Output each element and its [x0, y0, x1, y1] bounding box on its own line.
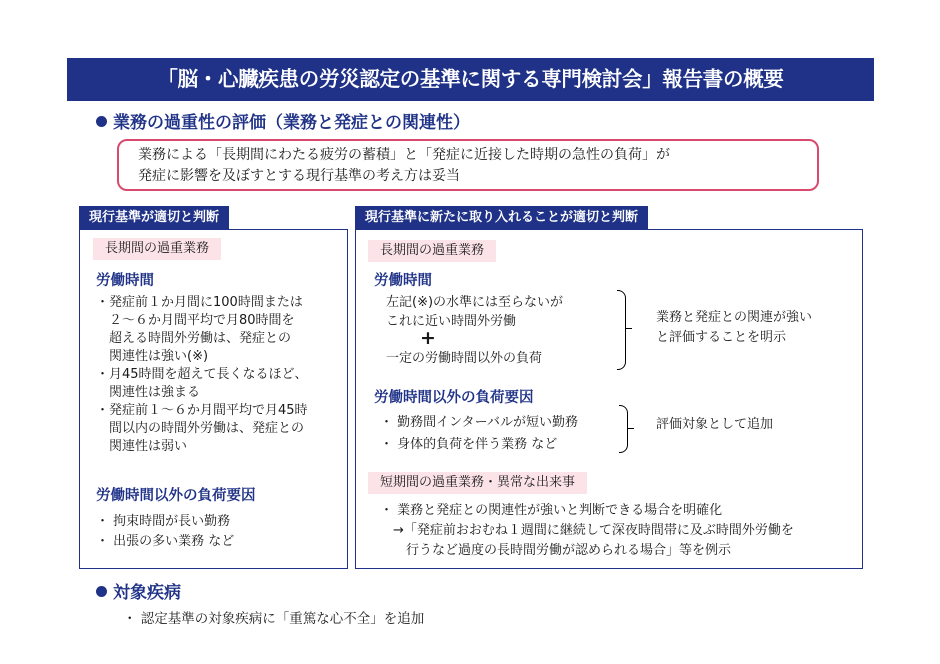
list-line: ・発症前１か月間に100時間または	[96, 295, 303, 310]
section-heading-text: 業務の過重性の評価（業務と発症との関連性）	[113, 113, 470, 133]
list-line: 関連性は強まる	[96, 385, 201, 400]
new-standard-tab: 現行基準に新たに取り入れることが適切と判断	[355, 206, 648, 230]
working-hours-line: これに近い時間外労働	[386, 314, 517, 329]
summary-line: 業務による「長期間にわたる疲労の蓄積」と「発症に近接した時期の急性の負荷」が	[138, 147, 670, 163]
list-line: 行うなど過度の長時間労働が認められる場合」等を例示	[380, 543, 732, 558]
plus-sign: +	[420, 327, 436, 349]
bullet-dot-icon	[96, 586, 107, 597]
other-load-factors-heading: 労働時間以外の負荷要因	[96, 488, 256, 504]
list-line: →「発症前おおむね１週間に継続して深夜時間帯に及ぶ時間外労働を	[380, 523, 794, 538]
list-line: ・月45時間を超えて長くなるほど、	[96, 367, 308, 382]
short-term-workload-pill: 短期間の過重業務・異常な出来事	[368, 472, 587, 494]
working-hours-line: 一定の労働時間以外の負荷	[386, 351, 543, 366]
section-heading-workload	[96, 112, 470, 134]
long-term-workload-pill: 長期間の過重業務	[368, 240, 496, 262]
summary-line: 発症に影響を及ぼすとする現行基準の考え方は妥当	[138, 168, 460, 184]
right-bracket-icon	[617, 290, 626, 370]
note-line: と評価することを明示	[656, 330, 787, 345]
working-hours-heading: 労働時間	[374, 273, 432, 289]
bracket-point	[626, 328, 632, 329]
other-load-factors-heading: 労働時間以外の負荷要因	[374, 390, 534, 406]
list-item: ・ 勤務間インターバルが短い勤務	[380, 415, 578, 430]
list-line: 関連性は弱い	[96, 439, 188, 454]
list-line: ・発症前１～６か月間平均で月45時	[96, 403, 308, 418]
summary-box	[117, 139, 819, 191]
list-item: ・ 出張の多い業務 など	[96, 534, 235, 549]
note-line: 業務と発症との関連が強い	[656, 310, 813, 325]
working-hours-list	[96, 294, 308, 456]
section-heading-text: 対象疾病	[113, 583, 181, 603]
page-title: 「脳・心臓疾患の労災認定の基準に関する専門検討会」報告書の概要	[67, 58, 874, 101]
list-line: 間以内の時間外労働は、発症との	[96, 421, 305, 436]
list-item: ・ 拘束時間が長い勤務	[96, 514, 231, 529]
section-heading-target-disease	[96, 582, 181, 604]
other-load-factors-list	[96, 512, 234, 552]
evaluation-note: 評価対象として追加	[656, 417, 774, 432]
list-line: ２～６か月間平均で月80時間を	[96, 313, 295, 328]
list-line: 関連性は強い(※)	[96, 349, 209, 364]
list-item: ・ 身体的負荷を伴う業務 など	[380, 437, 558, 452]
list-line: 超える時間外労働は、発症との	[96, 331, 292, 346]
working-hours-line: 左記(※)の水準には至らないが	[386, 295, 564, 310]
long-term-workload-pill: 長期間の過重業務	[93, 238, 221, 260]
list-line: ・ 業務と発症との関連性が強いと判断できる場合を明確化	[380, 503, 723, 518]
bullet-dot-icon	[96, 116, 107, 127]
relation-note	[656, 308, 812, 348]
working-hours-heading: 労働時間	[96, 273, 154, 289]
other-load-factors-list	[380, 412, 578, 456]
target-disease-item: ・ 認定基準の対象疾病に「重篤な心不全」を追加	[123, 611, 425, 627]
bracket-point	[628, 428, 634, 429]
short-term-list	[380, 501, 794, 561]
current-standard-tab: 現行基準が適切と判断	[79, 206, 229, 230]
right-bracket-icon	[619, 405, 628, 453]
